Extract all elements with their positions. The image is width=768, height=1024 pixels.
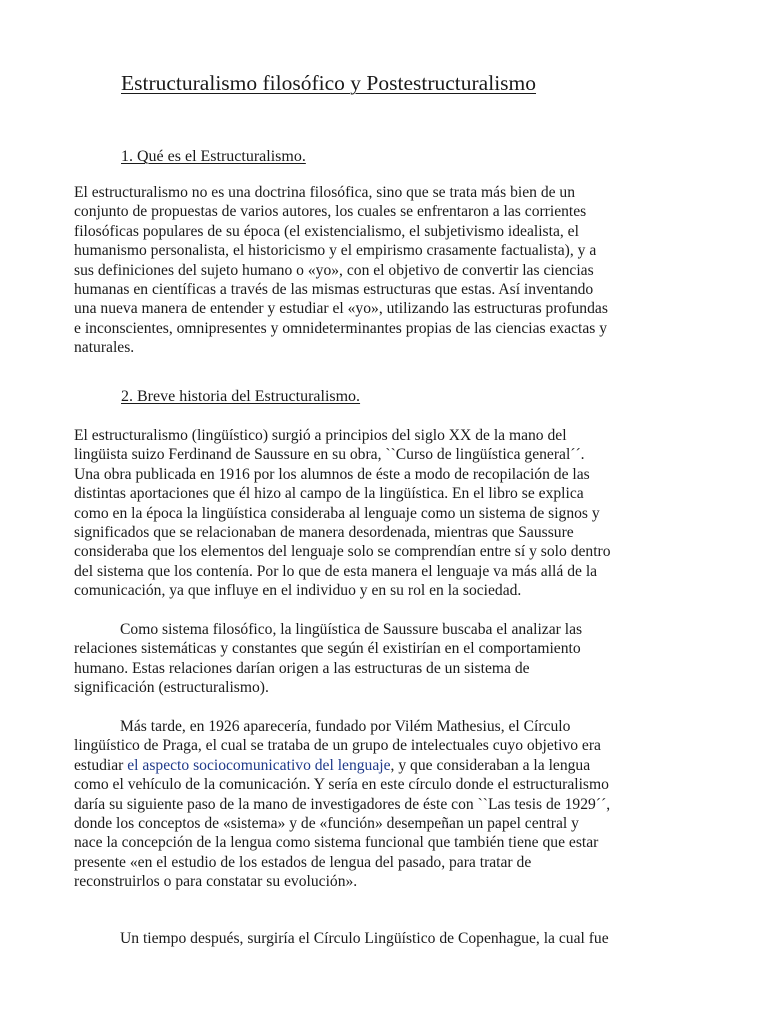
text-line: naturales. — [74, 339, 135, 357]
text-line: Una obra publicada en 1916 por los alumnos de éste a modo de recopilación de las — [74, 465, 590, 483]
text-line: Como sistema filosófico, la lingüística de Saussure buscaba el analizar las — [120, 621, 583, 638]
text-line: sus definiciones del sujeto humano o «yo», con el objetivo de convertir las ciencias — [74, 261, 594, 279]
text-line: donde los conceptos de «sistema» y de «función» desempeñan un papel central y — [74, 815, 579, 833]
text-line: lingüístico de Praga, el cual se trataba de un grupo de intelectuales cuyo objetivo era — [74, 737, 601, 755]
text-line: como el vehículo de la comunicación. Y sería en este círculo donde el estructuralismo — [74, 776, 609, 794]
section-heading-1: 1. Qué es el Estructuralismo. — [121, 148, 306, 165]
text-line: Más tarde, en 1926 aparecería, fundado por Vilém Mathesius, el Círculo — [120, 718, 571, 735]
text-line: humano. Estas relaciones darían origen a las estructuras de un sistema de — [74, 659, 530, 677]
paragraph-philosophical-system — [74, 620, 704, 698]
text-line: presente «en el estudio de los estados de lengua del pasado, para tratar de — [74, 853, 532, 871]
text-line: relaciones sistemáticas y constantes que según él existirían en el comportamiento — [74, 640, 581, 658]
text-line: comunicación, ya que influye en el individuo y en su rol en la sociedad. — [74, 582, 522, 600]
text-line: humanismo personalista, el historicismo y el empirismo crasamente factualista), y a — [74, 242, 597, 260]
text-line: filosóficas populares de su época (el existencialismo, el subjetivismo idealista, el — [74, 222, 579, 240]
text-line: Un tiempo después, surgiría el Círculo Lingüístico de Copenhague, la cual fue — [120, 930, 609, 947]
text-line: como en la época la lingüística consideraba al lenguaje como un sistema de signos y — [74, 504, 600, 522]
text-line: distintas aportaciones que él hizo al campo de la lingüística. En el libro se explica — [74, 485, 584, 503]
text-line: El estructuralismo no es una doctrina filosófica, sino que se trata más bien de un — [74, 184, 576, 201]
text-line-with-link — [74, 756, 704, 775]
text-line: una nueva manera de entender y estudiar el «yo», utilizando las estructuras profundas — [74, 300, 608, 318]
inline-text: , y que consideraban a la lengua — [390, 756, 591, 774]
section-heading-2: 2. Breve historia del Estructuralismo. — [121, 388, 361, 405]
text-line: nace la concepción de la lengua como sistema funcional que también tiene que estar — [74, 834, 599, 852]
paragraph-copenhagen-circle — [74, 929, 704, 948]
text-line: humanas en científicas a través de las mismas estructuras que estas. Así inventando — [74, 281, 594, 299]
paragraph-what-is-structuralism — [74, 183, 704, 358]
paragraph-prague-circle — [74, 717, 704, 892]
text-line: del sistema que los contenía. Por lo que de esta manera el lenguaje va más allá de la — [74, 562, 598, 580]
text-line: reconstruirlos o para constatar su evolución». — [74, 873, 358, 891]
text-line: consideraba que los elementos del lenguaje solo se comprendían entre sí y solo dentro — [74, 543, 611, 561]
text-line: significación (estructuralismo). — [74, 679, 269, 697]
paragraph-history-saussure — [74, 426, 704, 601]
text-line: e inconscientes, omnipresentes y omnideterminantes propias de las ciencias exactas y — [74, 319, 608, 337]
text-line: El estructuralismo (lingüístico) surgió a principios del siglo XX de la mano del — [74, 427, 567, 444]
text-line: daría su siguiente paso de la mano de investigadores de éste con ``Las tesis de 1929´´, — [74, 795, 611, 813]
sociocommunicative-link[interactable]: el aspecto sociocomunicativo del lenguaje — [127, 756, 391, 774]
text-line: conjunto de propuestas de varios autores, los cuales se enfrentaron a las corrientes — [74, 203, 587, 221]
document-title: Estructuralismo filosófico y Postestructuralismo — [121, 71, 537, 95]
text-line: lingüista suizo Ferdinand de Saussure en su obra, ``Curso de lingüística general´´. — [74, 446, 585, 464]
text-line: significados que se relacionaban de manera desordenada, mientras que Saussure — [74, 524, 574, 542]
inline-text: estudiar — [74, 756, 128, 774]
